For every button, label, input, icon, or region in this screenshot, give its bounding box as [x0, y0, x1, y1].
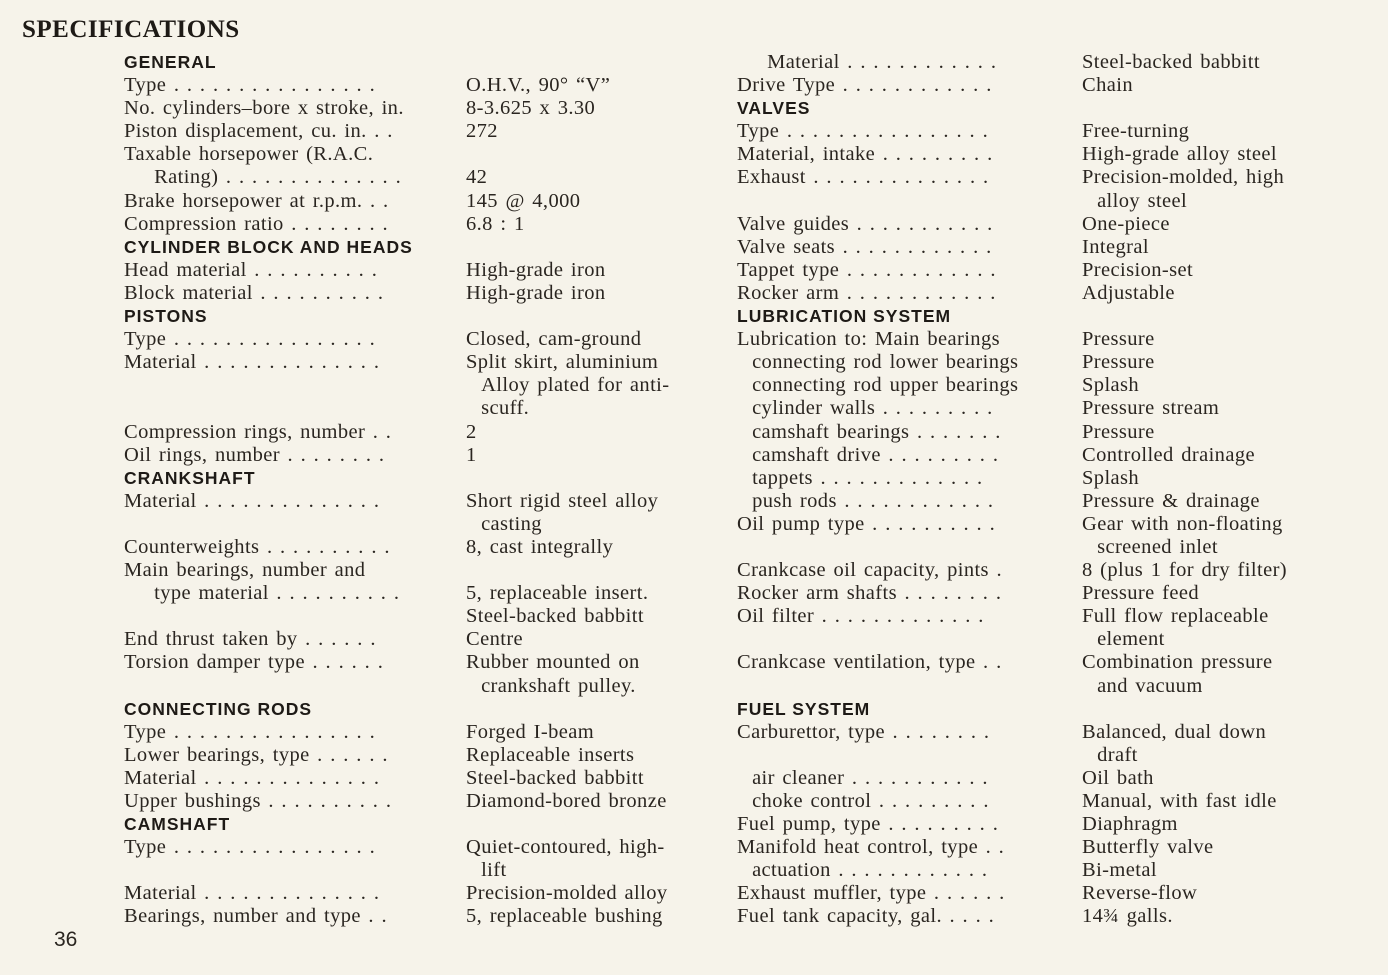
spec-row — [124, 790, 714, 813]
spec-label: Fuel pump, type . . . . . . . . . — [737, 813, 999, 836]
spec-label: Material . . . . . . . . . . . . . . — [124, 766, 380, 789]
spec-value: 8 (plus 1 for dry filter) — [1082, 559, 1288, 582]
spec-row — [737, 282, 1337, 305]
spec-value: Rubber mounted on crankshaft pulley. — [466, 651, 640, 697]
spec-label: Upper bushings . . . . . . . . . . — [124, 790, 392, 812]
spec-value: 42 — [466, 166, 488, 189]
right-spec-column — [737, 51, 1337, 929]
spec-value: 1 — [466, 443, 477, 466]
spec-value: Butterfly valve — [1082, 836, 1214, 859]
spec-row — [124, 628, 714, 651]
spec-label: Compression rings, number . . — [124, 420, 392, 443]
section-heading: VALVES — [737, 98, 811, 119]
spec-label: Tappet type . . . . . . . . . . . . — [737, 258, 996, 281]
spec-value: Gear with non-floating screened inlet — [1082, 512, 1283, 558]
spec-row — [737, 859, 1337, 882]
spec-value: Splash — [1082, 466, 1140, 489]
spec-row — [737, 143, 1337, 166]
spec-value: Controlled drainage — [1082, 443, 1255, 466]
spec-value: Forged I-beam — [466, 720, 595, 743]
spec-label: Counterweights . . . . . . . . . . — [124, 535, 390, 558]
spec-label: Rocker arm . . . . . . . . . . . . — [737, 281, 996, 304]
spec-value: Diaphragm — [1082, 813, 1178, 836]
spec-label: Taxable horsepower (R.A.C. Rating) . . . . . . . . . . . . . . — [124, 143, 402, 189]
spec-label: Material . . . . . . . . . . . . . . — [124, 351, 380, 374]
spec-value: Quiet-contoured, high- lift — [466, 836, 665, 882]
spec-value: Adjustable — [1082, 281, 1175, 304]
spec-value: Balanced, dual down draft — [1082, 720, 1267, 766]
spec-row — [737, 166, 1337, 212]
spec-value: Pressure feed — [1082, 582, 1200, 605]
spec-row — [124, 882, 714, 905]
section-heading: LUBRICATION SYSTEM — [737, 306, 952, 327]
spec-label: Valve guides . . . . . . . . . . . — [737, 212, 993, 235]
spec-row — [737, 328, 1337, 351]
spec-row — [737, 259, 1337, 282]
section-heading: CRANKSHAFT — [124, 467, 256, 488]
spec-row — [737, 74, 1337, 97]
spec-value: Diamond-bored bronze — [466, 790, 667, 812]
spec-label: Type . . . . . . . . . . . . . . . . — [124, 720, 376, 743]
spec-value: 8-3.625 x 3.30 — [466, 97, 596, 120]
spec-label: Head material . . . . . . . . . . — [124, 258, 378, 281]
spec-label: Compression ratio . . . . . . . . — [124, 212, 389, 235]
spec-value: 5, replaceable bushing — [466, 905, 663, 928]
spec-value: Pressure — [1082, 351, 1155, 374]
spec-value: Steel-backed babbitt — [1082, 51, 1260, 73]
spec-row — [737, 467, 1337, 490]
spec-label: Type . . . . . . . . . . . . . . . . — [124, 836, 376, 859]
spec-label: Oil pump type . . . . . . . . . . — [737, 512, 996, 535]
spec-row — [737, 513, 1337, 559]
spec-label: Exhaust . . . . . . . . . . . . . . — [737, 166, 989, 189]
spec-row — [737, 905, 1337, 928]
spec-row — [737, 351, 1337, 374]
spec-row — [124, 836, 714, 882]
spec-value: Full flow replaceable element — [1082, 605, 1269, 651]
spec-label: Crankcase oil capacity, pints . — [737, 559, 1002, 582]
spec-value: Manual, with fast idle — [1082, 790, 1277, 812]
spec-label: Valve seats . . . . . . . . . . . . — [737, 235, 992, 258]
spec-label: Oil rings, number . . . . . . . . — [124, 443, 385, 466]
spec-row — [737, 397, 1337, 420]
spec-label: Type . . . . . . . . . . . . . . . . — [124, 328, 376, 351]
spec-label: Lower bearings, type . . . . . . — [124, 743, 388, 766]
spec-row — [737, 651, 1337, 697]
spec-row — [737, 490, 1337, 513]
spec-row — [737, 51, 1337, 74]
spec-row — [124, 213, 714, 236]
spec-label: camshaft bearings . . . . . . . — [737, 420, 1001, 443]
section-heading: GENERAL — [124, 52, 217, 72]
page-title: SPECIFICATIONS — [22, 16, 240, 43]
spec-label: End thrust taken by . . . . . . — [124, 628, 376, 651]
spec-row — [737, 374, 1337, 397]
spec-value: Splash — [1082, 374, 1140, 397]
page-number: 36 — [54, 928, 78, 951]
spec-row — [124, 744, 714, 767]
spec-label: Exhaust muffler, type . . . . . . — [737, 882, 1005, 905]
spec-label: Carburettor, type . . . . . . . . — [737, 720, 990, 743]
spec-label: Torsion damper type . . . . . . — [124, 651, 384, 674]
spec-value: 272 — [466, 120, 498, 143]
spec-row — [737, 767, 1337, 790]
section-heading: FUEL SYSTEM — [737, 698, 871, 719]
spec-row — [124, 536, 714, 559]
spec-value: Free-turning — [1082, 120, 1190, 143]
spec-label: choke control . . . . . . . . . — [737, 790, 989, 812]
spec-value: Replaceable inserts — [466, 743, 635, 766]
spec-value: 6.8 : 1 — [466, 212, 525, 235]
spec-row — [737, 421, 1337, 444]
spec-label: cylinder walls . . . . . . . . . — [737, 397, 993, 420]
spec-row — [124, 559, 714, 628]
spec-value: High-grade iron — [466, 258, 606, 281]
spec-row — [737, 559, 1337, 582]
spec-label: Crankcase ventilation, type . . — [737, 651, 1002, 674]
spec-row — [124, 74, 714, 97]
spec-label: Material, intake . . . . . . . . . — [737, 143, 993, 166]
spec-value: High-grade iron — [466, 281, 606, 304]
spec-value: Short rigid steel alloy casting — [466, 489, 659, 535]
spec-label: Rocker arm shafts . . . . . . . . — [737, 582, 1002, 605]
spec-value: Reverse-flow — [1082, 882, 1198, 905]
spec-value: 145 @ 4,000 — [466, 189, 581, 212]
spec-row — [737, 721, 1337, 767]
spec-row — [124, 120, 714, 143]
spec-label: Oil filter . . . . . . . . . . . . . — [737, 605, 984, 628]
spec-value: Split skirt, aluminium Alloy plated for anti- scuff. — [466, 351, 670, 420]
spec-row — [124, 259, 714, 282]
spec-value: Precision-molded, high alloy steel — [1082, 166, 1285, 212]
spec-value: Precision-set — [1082, 258, 1194, 281]
spec-label: actuation . . . . . . . . . . . . — [737, 859, 988, 882]
spec-label: Type . . . . . . . . . . . . . . . . — [124, 74, 376, 97]
spec-value: Bi-metal — [1082, 859, 1157, 882]
spec-row — [124, 190, 714, 213]
spec-row — [124, 905, 714, 928]
spec-row — [737, 236, 1337, 259]
spec-value: 14¾ galls. — [1082, 905, 1173, 928]
spec-row — [124, 97, 714, 120]
spec-label: Material . . . . . . . . . . . . — [737, 51, 997, 73]
spec-label: Material . . . . . . . . . . . . . . — [124, 489, 380, 512]
spec-value: Centre — [466, 628, 524, 651]
spec-value: 8, cast integrally — [466, 535, 614, 558]
section-heading: CYLINDER BLOCK AND HEADS — [124, 236, 413, 257]
spec-row — [737, 790, 1337, 813]
spec-label: air cleaner . . . . . . . . . . . — [737, 766, 988, 789]
spec-value: O.H.V., 90° “V” — [466, 74, 611, 97]
spec-row — [124, 444, 714, 467]
spec-row — [124, 651, 714, 697]
section-heading: PISTONS — [124, 306, 208, 327]
spec-value: Pressure stream — [1082, 397, 1220, 420]
spec-row — [124, 421, 714, 444]
spec-value: Pressure & drainage — [1082, 489, 1260, 512]
spec-value: Closed, cam-ground — [466, 328, 642, 351]
spec-value: Chain — [1082, 74, 1133, 97]
spec-row — [124, 767, 714, 790]
section-heading: CAMSHAFT — [124, 814, 231, 835]
spec-row — [124, 328, 714, 351]
spec-value: Oil bath — [1082, 766, 1154, 789]
spec-row — [124, 282, 714, 305]
spec-label: camshaft drive . . . . . . . . . — [737, 443, 999, 466]
spec-label: Lubrication to: Main bearings — [737, 328, 1000, 351]
spec-row — [737, 813, 1337, 836]
spec-label: Main bearings, number and type material . . . . . . . . . . — [124, 559, 400, 605]
spec-row — [737, 836, 1337, 859]
spec-label: Manifold heat control, type . . — [737, 836, 1005, 859]
spec-label: connecting rod upper bearings — [737, 374, 1019, 397]
spec-row — [124, 721, 714, 744]
spec-label: push rods . . . . . . . . . . . . — [737, 489, 994, 512]
spec-value: 2 — [466, 420, 477, 443]
spec-label: Bearings, number and type . . — [124, 905, 387, 928]
spec-row — [737, 120, 1337, 143]
section-heading: CONNECTING RODS — [124, 698, 313, 719]
spec-label: Brake horsepower at r.p.m. . . — [124, 189, 389, 212]
spec-value: High-grade alloy steel — [1082, 143, 1277, 166]
spec-label: Type . . . . . . . . . . . . . . . . — [737, 120, 989, 143]
spec-label: connecting rod lower bearings — [737, 351, 1019, 374]
spec-value: 5, replaceable insert. Steel-backed babbitt — [466, 582, 649, 628]
spec-row — [124, 143, 714, 189]
spec-label: Piston displacement, cu. in. . . — [124, 120, 393, 143]
spec-row — [737, 444, 1337, 467]
spec-value: Steel-backed babbitt — [466, 766, 644, 789]
spec-row — [737, 882, 1337, 905]
spec-label: tappets . . . . . . . . . . . . . — [737, 466, 983, 489]
spec-value: Integral — [1082, 235, 1149, 258]
spec-value: Pressure — [1082, 420, 1155, 443]
spec-label: Drive Type . . . . . . . . . . . . — [737, 74, 992, 97]
spec-label: Fuel tank capacity, gal. . . . . — [737, 905, 995, 928]
spec-row — [737, 605, 1337, 651]
spec-row — [737, 213, 1337, 236]
spec-label: Block material . . . . . . . . . . — [124, 281, 384, 304]
spec-row — [737, 582, 1337, 605]
left-spec-column — [124, 51, 714, 929]
spec-label: Material . . . . . . . . . . . . . . — [124, 882, 380, 905]
spec-value: Pressure — [1082, 328, 1155, 351]
spec-value: One-piece — [1082, 212, 1170, 235]
spec-row — [124, 351, 714, 420]
spec-row — [124, 490, 714, 536]
spec-value: Combination pressure and vacuum — [1082, 651, 1273, 697]
spec-label: No. cylinders–bore x stroke, in. — [124, 97, 404, 120]
spec-value: Precision-molded alloy — [466, 882, 668, 905]
